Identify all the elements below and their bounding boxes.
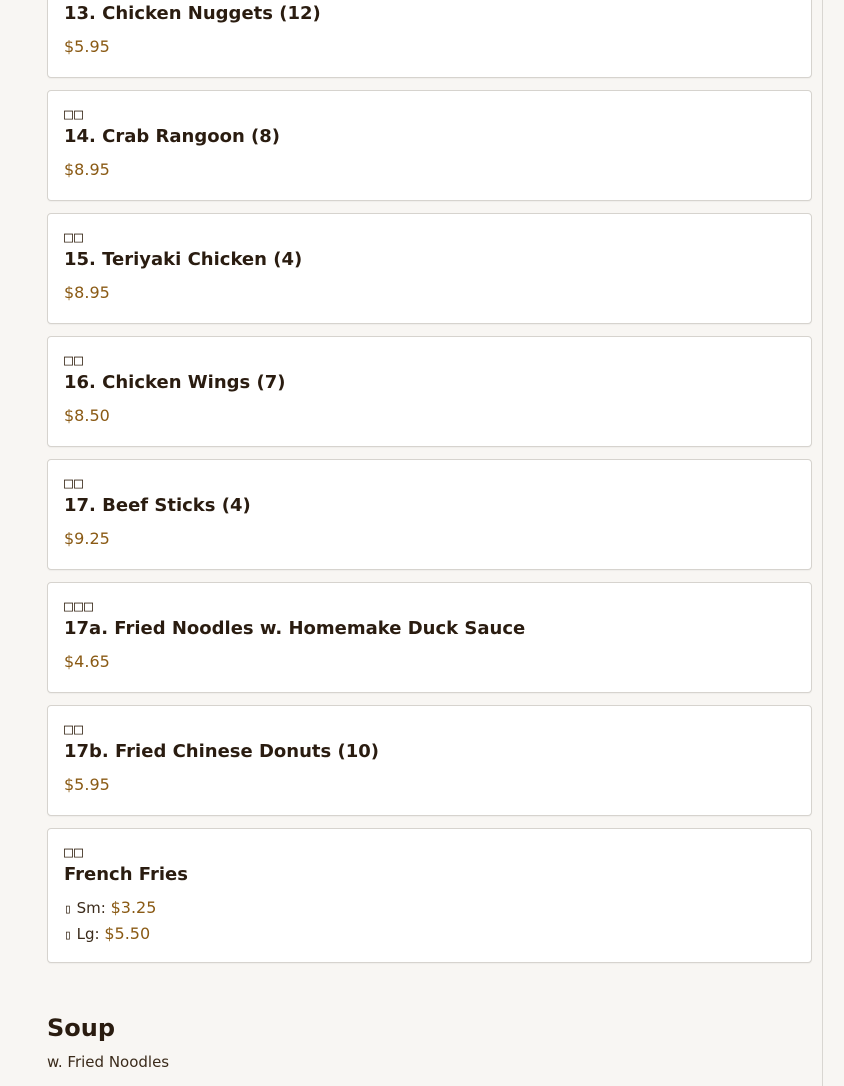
item-price: $8.50 xyxy=(64,406,110,425)
size-option-icon: ▯ xyxy=(64,928,72,943)
item-title: 13. Chicken Nuggets (12) xyxy=(64,3,321,24)
item-title: 15. Teriyaki Chicken (4) xyxy=(64,249,303,270)
menu-item-card-french-fries[interactable] xyxy=(47,828,812,963)
menu-item-list xyxy=(47,0,812,975)
size-option-price: $5.50 xyxy=(104,924,151,943)
item-chinese-name: □□ xyxy=(64,474,85,492)
item-title: 17. Beef Sticks (4) xyxy=(64,495,251,516)
item-title: 16. Chicken Wings (7) xyxy=(64,372,286,393)
item-price: $8.95 xyxy=(64,160,110,179)
item-price: $4.65 xyxy=(64,652,110,671)
item-price: $5.95 xyxy=(64,37,110,56)
item-chinese-name: □□ xyxy=(64,228,85,246)
item-chinese-name: □□□ xyxy=(64,597,95,615)
section-heading-soup: Soup xyxy=(47,1014,116,1042)
menu-item-card[interactable] xyxy=(47,459,812,570)
size-option-label: Sm: xyxy=(76,899,106,917)
item-price: $8.95 xyxy=(64,283,110,302)
size-option-large[interactable] xyxy=(64,922,795,948)
menu-item-card[interactable] xyxy=(47,90,812,201)
menu-item-card[interactable] xyxy=(47,213,812,324)
menu-item-card[interactable] xyxy=(47,336,812,447)
section-subtitle: w. Fried Noodles xyxy=(47,1053,170,1071)
item-title: French Fries xyxy=(64,864,188,885)
item-chinese-name: □□ xyxy=(64,720,85,738)
item-chinese-name: □□ xyxy=(64,843,85,861)
size-option-label: Lg: xyxy=(76,925,100,943)
item-price: $5.95 xyxy=(64,775,110,794)
menu-item-card[interactable] xyxy=(47,0,812,78)
item-title: 17b. Fried Chinese Donuts (10) xyxy=(64,741,380,762)
size-option-small[interactable] xyxy=(64,896,795,922)
size-option-icon: ▯ xyxy=(64,902,72,917)
menu-item-card[interactable] xyxy=(47,582,812,693)
item-chinese-name: □□ xyxy=(64,351,85,369)
item-title: 14. Crab Rangoon (8) xyxy=(64,126,281,147)
item-chinese-name: □□ xyxy=(64,105,85,123)
size-option-price: $3.25 xyxy=(110,898,157,917)
item-price: $9.25 xyxy=(64,529,110,548)
item-chinese-name xyxy=(64,0,795,1)
item-title: 17a. Fried Noodles w. Homemake Duck Sauce xyxy=(64,618,526,639)
menu-item-card[interactable] xyxy=(47,705,812,816)
